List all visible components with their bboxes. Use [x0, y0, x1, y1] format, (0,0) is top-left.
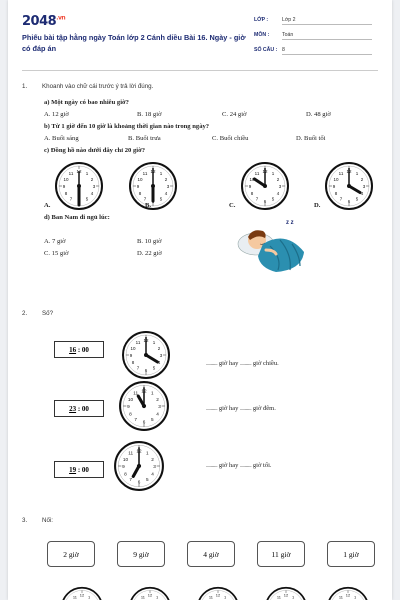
q1d-opt-d[interactable]: D. 22 giờ [137, 250, 162, 257]
q2-row2-answer[interactable]: .......... giờ hay .......... giờ đêm. [206, 405, 276, 412]
q1c-letter-a[interactable]: A. [44, 202, 51, 209]
q1a-opt-b[interactable]: B. 18 giờ [137, 111, 162, 118]
match-card-4[interactable]: 4 giờ [187, 541, 235, 567]
q1d-opt-b[interactable]: B. 10 giờ [137, 238, 162, 245]
clock-icon [324, 161, 374, 211]
q1d-opt-c[interactable]: C. 15 giờ [44, 250, 69, 257]
worksheet-page [8, 0, 392, 600]
logo-suffix: .vn [56, 14, 66, 22]
q1b-opt-d[interactable]: D. Buổi tối [296, 135, 326, 142]
clock-icon [54, 161, 104, 211]
match-card-11[interactable]: 11 giờ [257, 541, 305, 567]
q1c-letter-c[interactable]: C. [229, 202, 236, 209]
sleeping-boy-illustration [230, 210, 310, 280]
meta-count: SỐ CÂU : 8 [254, 47, 372, 55]
q1c-letter-d[interactable]: D. [314, 202, 321, 209]
sleep-z-text: z z [286, 220, 294, 226]
q2-row1-answer[interactable]: .......... giờ hay .......... giờ chiều. [206, 360, 279, 367]
clock-icon [60, 586, 104, 600]
q2-row3-answer[interactable]: .......... giờ hay .......... giờ tối. [206, 462, 272, 469]
clock-icon [118, 380, 170, 432]
q2-prompt: Số? [42, 310, 54, 317]
q1a-opt-a[interactable]: A. 12 giờ [44, 111, 69, 118]
digital-time-23: 23 : 00 [54, 400, 104, 417]
q1c-label: c) Đồng hồ nào dưới đây chỉ 20 giờ? [44, 147, 146, 154]
clock-icon [121, 330, 171, 380]
q1a-opt-c[interactable]: C. 24 giờ [222, 111, 247, 118]
meta-class: LỚP : Lớp 2 [254, 17, 372, 25]
clock-icon [128, 161, 178, 211]
match-card-1[interactable]: 1 giờ [327, 541, 375, 567]
q1b-label: b) Từ 1 giờ đến 10 giờ là khoảng thời gian nào trong ngày? [44, 123, 210, 130]
clock-icon [113, 440, 165, 492]
q2-number: 2. [22, 310, 28, 317]
site-logo[interactable] [22, 14, 65, 29]
page-title: Phiếu bài tập hằng ngày Toán lớp 2 Cánh diều Bài 16. Ngày - giờ có đáp án [22, 33, 246, 53]
q1c-letter-b[interactable]: B. [145, 202, 152, 209]
q1a-label: a) Một ngày có bao nhiêu giờ? [44, 99, 129, 106]
clock-icon [326, 586, 370, 600]
match-card-9[interactable]: 9 giờ [117, 541, 165, 567]
match-card-2[interactable]: 2 giờ [47, 541, 95, 567]
q1a-opt-d[interactable]: D. 48 giờ [306, 111, 331, 118]
q1b-opt-c[interactable]: C. Buổi chiều [212, 135, 249, 142]
q1b-opt-b[interactable]: B. Buổi trưa [128, 135, 161, 142]
clock-icon [264, 586, 308, 600]
q1d-opt-a[interactable]: A. 7 giờ [44, 238, 66, 245]
meta-subject: MÔN : Toán [254, 32, 372, 40]
q1b-opt-a[interactable]: A. Buổi sáng [44, 135, 79, 142]
q3-prompt: Nối: [42, 517, 54, 524]
digital-time-16: 16 : 00 [54, 341, 104, 358]
q1-prompt: Khoanh vào chữ cái trước ý trả lời đúng. [42, 83, 154, 90]
clock-icon [128, 586, 172, 600]
clock-icon [240, 161, 290, 211]
q3-number: 3. [22, 517, 28, 524]
header-divider [22, 70, 378, 71]
logo-text: 2048 [22, 14, 57, 29]
q1d-label: d) Ban Nam đi ngủ lúc: [44, 214, 110, 221]
digital-time-19: 19 : 00 [54, 461, 104, 478]
q1-number: 1. [22, 83, 28, 90]
clock-icon [196, 586, 240, 600]
